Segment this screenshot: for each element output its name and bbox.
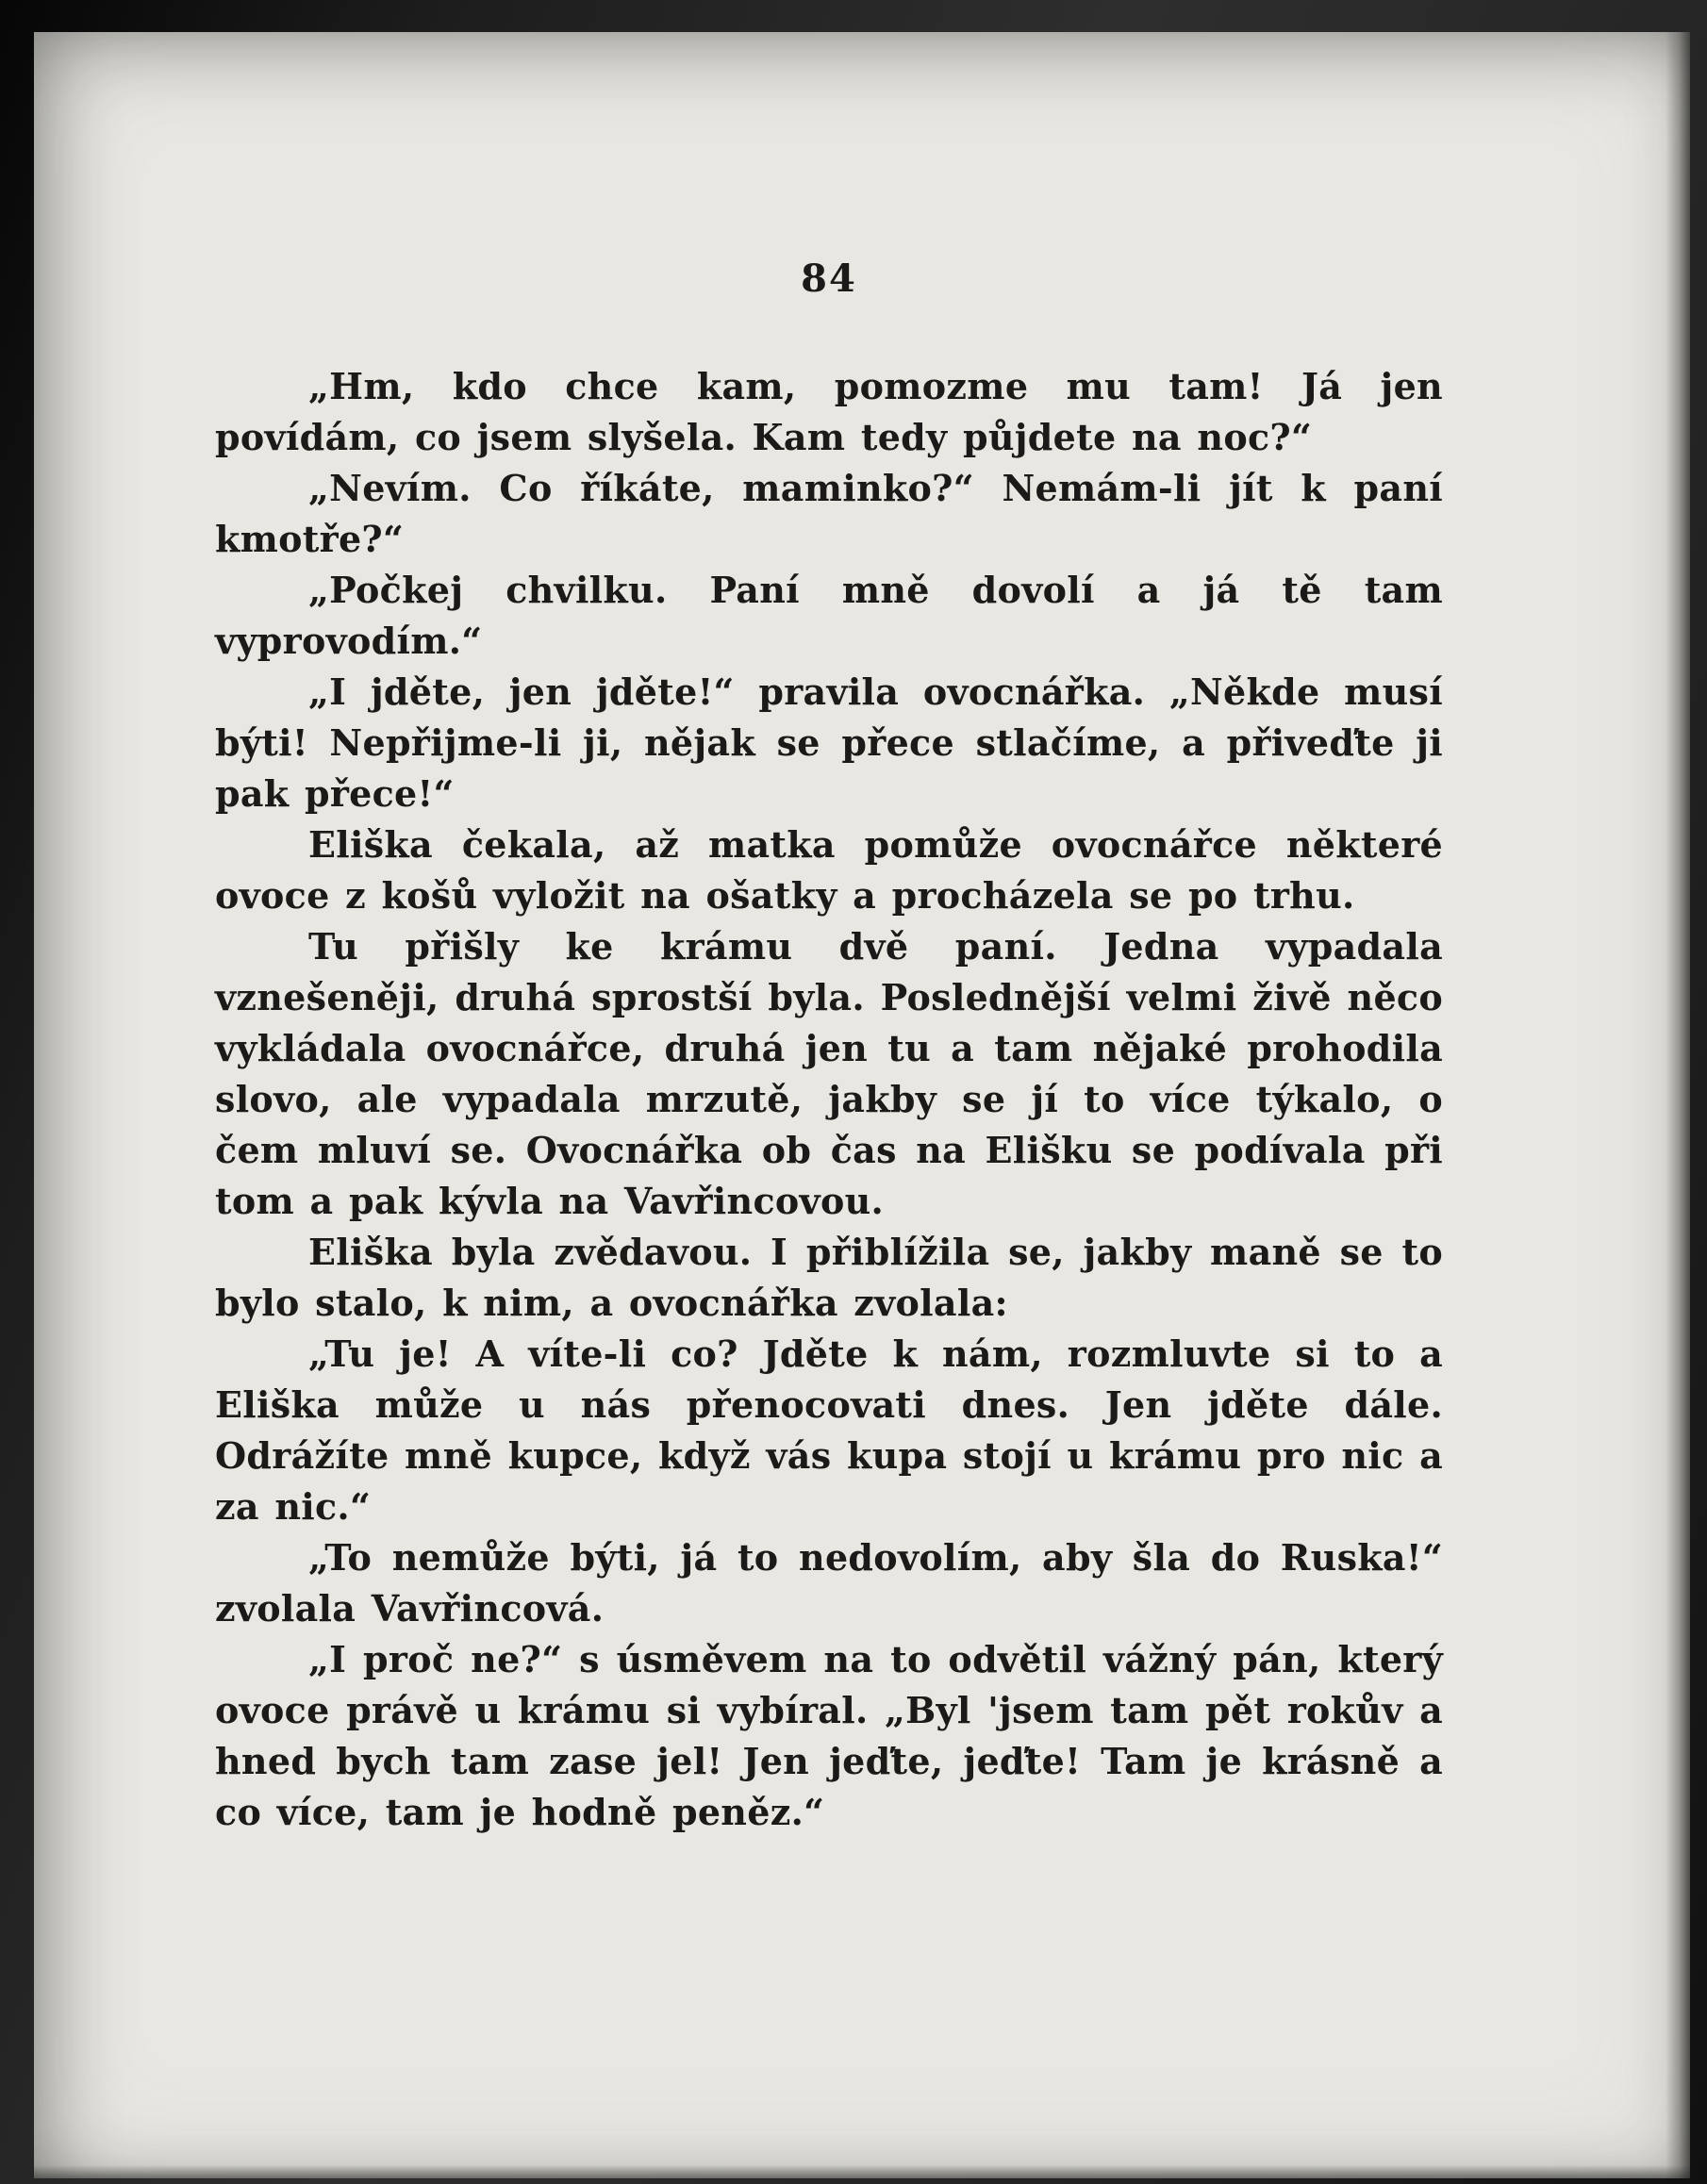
paragraph: „I jděte, jen jděte!“ pravila ovocnářka. „Někde musí býti! Nepřijme-li ji, nějak se přece stlačíme, a přiveďte ji pak přece!“: [215, 670, 1443, 815]
page-number: 84: [801, 256, 857, 301]
paragraph: „To nemůže býti, já to nedovolím, aby šla do Ruska!“ zvolala Vavřincová.: [215, 1536, 1443, 1630]
book-page: [34, 32, 1690, 2178]
paragraph: „Nevím. Co říkáte, maminko?“ Nemám-li jít k paní kmotře?“: [215, 467, 1443, 560]
paragraph: „Tu je! A víte-li co? Jděte k nám, rozmluvte si to a Eliška může u nás přenocovati dnes. Jen jděte dále. Odrážíte mně kupce, když vás kupa stojí u krámu pro nic a za nic.“: [215, 1332, 1443, 1528]
paragraph: „Hm, kdo chce kam, pomozme mu tam! Já jen povídám, co jsem slyšela. Kam tedy půjdete na noc?“: [215, 365, 1443, 458]
paragraph: „Počkej chvilku. Paní mně dovolí a já tě tam vyprovodím.“: [215, 569, 1443, 662]
paragraph: Tu přišly ke krámu dvě paní. Jedna vypadala vznešeněji, druhá sprostší byla. Poslednější velmi živě něco vykládala ovocnářce, druhá jen tu a tam nějaké prohodila slovo, ale vypadala mrzutě, jakby se jí to více týkalo, o čem mluví se. Ovocnářka ob čas na Elišku se podívala při tom a pak kývla na Vavřincovou.: [215, 925, 1443, 1222]
paragraph: Eliška čekala, až matka pomůže ovocnářce některé ovoce z košů vyložit na ošatky a procházela se po trhu.: [215, 823, 1443, 917]
text-block: [215, 256, 1443, 1838]
paragraph: Eliška byla zvědavou. I přiblížila se, jakby maně se to bylo stalo, k nim, a ovocnářka zvolala:: [215, 1231, 1443, 1324]
body-text: [215, 361, 1443, 1838]
paragraph: „I proč ne?“ s úsměvem na to odvětil vážný pán, který ovoce právě u krámu si vybíral. „Byl 'jsem tam pět rokův a hned bych tam zase jel! Jen jeďte, jeďte! Tam je krásně a co více, tam je hodně peněz.“: [215, 1638, 1443, 1833]
page-edge-shadow-bottom: [34, 2165, 1690, 2178]
page-edge-shadow-right: [1666, 32, 1690, 2178]
